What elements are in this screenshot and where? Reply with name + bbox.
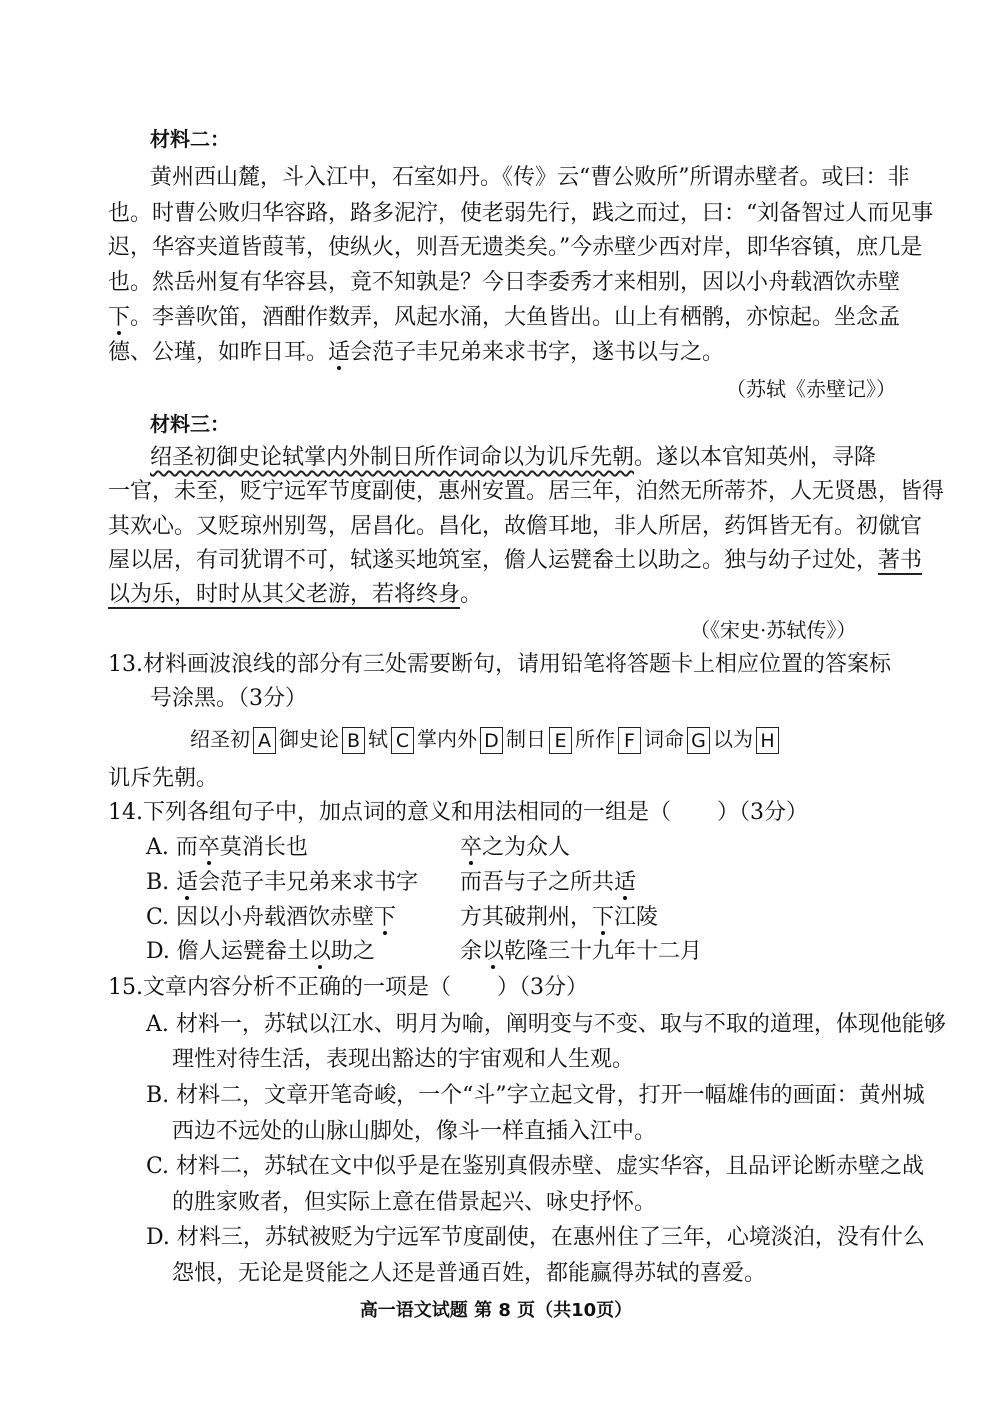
answer-box[interactable]: F	[618, 727, 641, 754]
material2-line-4: 也。然岳州复有华容县，竟不知孰是？今日李委秀才来相别，因以小舟载酒饮赤壁	[108, 270, 901, 295]
dotted-word: 下	[108, 305, 131, 330]
text-run: 余	[460, 939, 483, 964]
text-run: C. 因以小舟载酒饮赤壁	[146, 905, 375, 930]
q13-segment: 以为	[713, 727, 753, 751]
text-run: ）（3分）	[497, 975, 588, 1000]
material2-line-3: 迟，华容夹道皆葭苇，使纵火，则吾无遗类矣。”今赤壁少西对岸，即华容镇，庶几是	[108, 235, 923, 260]
material2-line-1: 黄州西山麓，斗入江中，石室如丹。《传》云“曹公败所”所谓赤壁者。或曰：非	[150, 165, 910, 190]
q14-stem	[108, 798, 808, 828]
q15-option-a-cont: 理性对待生活，表现出豁达的宇宙观和人生观。	[172, 1047, 635, 1072]
text-run: 而吾与子之所共	[460, 870, 615, 895]
q14-option-c-left[interactable]	[146, 903, 396, 933]
answer-box[interactable]: C	[391, 727, 414, 754]
material3-heading: 材料三：	[150, 412, 230, 436]
text-run: ）（3分）	[717, 800, 808, 825]
material2-line-5	[108, 303, 900, 333]
material3-line-4	[108, 546, 922, 576]
text-run: B.	[146, 870, 177, 895]
q15-option-b[interactable]: B. 材料二，文章开笔奇峻，一个“斗”字立起文骨，打开一幅雄伟的画面：黄州城	[146, 1083, 925, 1108]
answer-box[interactable]: E	[549, 727, 572, 754]
q13-segment: 御史论	[279, 727, 339, 751]
material2-source: （苏轼《赤壁记》）	[726, 377, 896, 401]
q13-tail: 讥斥先朝。	[108, 766, 219, 791]
text-run: 。	[460, 582, 483, 607]
text-run: 莫消长也	[219, 835, 308, 860]
q13-segment: 掌内外	[417, 727, 477, 751]
underlined-sentence: 以为乐，时时从其父老游，若将终身	[108, 582, 461, 607]
dotted-word: 卒	[197, 835, 220, 860]
text-run: A. 而	[146, 835, 198, 860]
q15-option-c[interactable]: C. 材料二，苏轼在文中似乎是在鉴别真假赤壁、虚实华容，且品评论断赤壁之战	[146, 1154, 925, 1179]
dotted-word: 适	[614, 870, 637, 895]
material3-line-2: 一官，未至，贬宁远军节度副使，惠州安置。居三年，泊然无所蒂芥，人无贤愚，皆得	[108, 479, 945, 504]
q15-stem	[108, 973, 588, 1003]
q13-segment: 制日	[506, 727, 546, 751]
text-run: 江陵	[614, 905, 659, 930]
dotted-word: 以	[308, 939, 331, 964]
q15-option-b-cont: 西边不远处的山脉山脚处，像斗一样直插入江中。	[172, 1119, 657, 1144]
wavy-underlined-passage: 绍圣初御史论轼掌内外制日所作词命以为讥斥先朝	[150, 445, 635, 470]
material2-line-2: 也。时曹公败归华容路，路多泥泞，使老弱先行，践之而过，曰：“刘备智过人而见事	[108, 201, 934, 226]
text-run: 会范子丰兄弟来求书字	[198, 870, 419, 895]
q15-option-a[interactable]: A. 材料一，苏轼以江水、明月为喻，阐明变与不变、取与不取的道理，体现他能够	[146, 1012, 946, 1037]
text-run: 之为众人	[482, 835, 571, 860]
q13-segment-row	[190, 724, 782, 754]
dotted-word: 下	[374, 905, 397, 930]
q13-stem-line-2: 号涂黑。（3分）	[150, 686, 307, 711]
material3-source: （《宋史·苏轼传》）	[690, 618, 857, 642]
text-run: 15.文章内容分析不正确的一项是（	[108, 975, 451, 1000]
q14-option-d-right	[460, 937, 702, 967]
answer-box[interactable]: A	[253, 727, 276, 754]
text-run: D. 儋人运甓畚土	[146, 939, 309, 964]
page-footer: 高一语文试题 第 8 页（共10页）	[359, 1300, 633, 1321]
q13-segment: 词命	[644, 727, 684, 751]
q14-option-d-left[interactable]	[146, 937, 375, 967]
answer-box[interactable]: H	[756, 727, 779, 754]
text-run: 会范子丰兄弟来求书字，遂书以与之。	[350, 340, 725, 365]
text-run: 。李善吹笛，酒酣作数弄，风起水涌，大鱼皆出。山上有栖鹘，亦惊起。坐念孟	[130, 305, 901, 330]
q15-option-c-cont: 的胜家败者，但实际上意在借景起兴、咏史抒怀。	[172, 1190, 657, 1215]
q13-segment: 轼	[368, 727, 388, 751]
text-run: 屋以居，有司犹谓不可，轼遂买地筑室，儋人运甓畚土以助之。独与幼子过处，	[108, 548, 879, 573]
dotted-word: 适	[328, 340, 351, 365]
dotted-word: 下	[592, 905, 615, 930]
answer-box[interactable]: D	[480, 727, 503, 754]
dotted-word: 适	[176, 870, 199, 895]
q15-option-d[interactable]: D. 材料三，苏轼被贬为宁远军节度副使，在惠州住了三年，心境淡泊，没有什么	[146, 1225, 925, 1250]
q14-option-a-left[interactable]	[146, 833, 308, 863]
text-run: 14.下列各组句子中，加点词的意义和用法相同的一组是（	[108, 800, 671, 825]
text-run: 德、公瑾，如昨日耳。	[108, 340, 329, 365]
answer-box[interactable]: B	[342, 727, 365, 754]
material3-line-1	[150, 443, 876, 473]
q13-stem-line-1: 13.材料画波浪线的部分有三处需要断句，请用铅笔将答题卡上相应位置的答案标	[108, 652, 891, 677]
text-run: 乾隆三十九年十二月	[504, 939, 703, 964]
text-run: 。遂以本官知英州，寻降	[634, 445, 877, 470]
q14-option-a-right	[460, 833, 570, 863]
q13-segment: 所作	[575, 727, 615, 751]
answer-box[interactable]: G	[687, 727, 710, 754]
dotted-word: 卒	[460, 835, 483, 860]
dotted-word: 以	[482, 939, 505, 964]
q14-option-c-right	[460, 903, 658, 933]
material3-line-5	[108, 580, 482, 610]
q15-option-d-cont: 怨恨，无论是贤能之人还是普通百姓，都能赢得苏轼的喜爱。	[172, 1261, 767, 1286]
material2-line-6	[108, 338, 724, 368]
q14-option-b-left[interactable]	[146, 868, 418, 898]
text-run: 方其破荆州，	[460, 905, 593, 930]
q14-option-b-right	[460, 868, 636, 898]
underlined-sentence: 著书	[878, 548, 923, 573]
text-run: 助之	[330, 939, 375, 964]
material3-line-3: 其欢心。又贬琼州别驾，居昌化。昌化，故儋耳地，非人所居，药饵皆无有。初僦官	[108, 514, 923, 539]
q13-segment: 绍圣初	[190, 727, 250, 751]
material2-heading: 材料二：	[150, 127, 230, 151]
